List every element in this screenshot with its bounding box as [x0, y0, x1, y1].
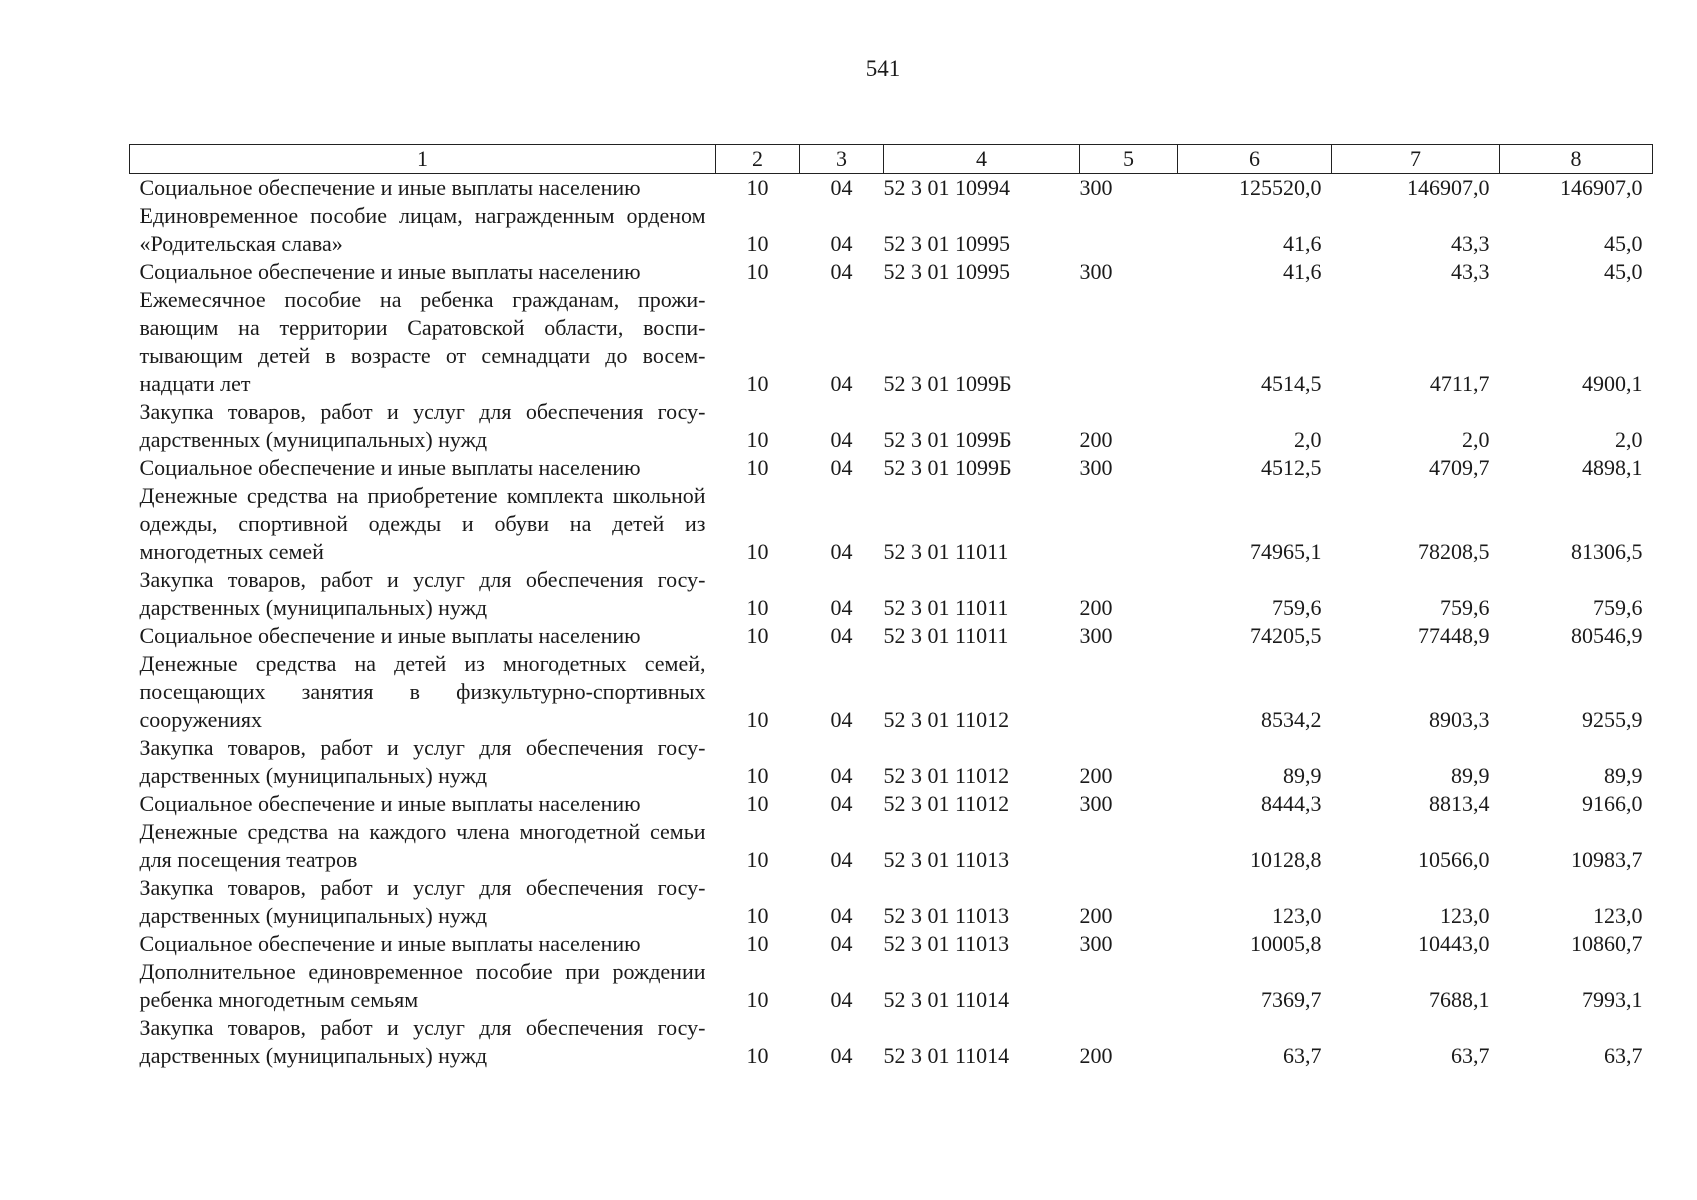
target-article-code: 52 3 01 11014: [883, 987, 1010, 1012]
row-description: Дополнительное единовременное пособие при рождении ребенка многодетным семьям: [139, 959, 706, 1012]
table-row: [130, 286, 1653, 398]
amount-col-8: 7993,1: [1582, 987, 1643, 1012]
expense-type-code: [1080, 286, 1178, 398]
budget-table: [129, 144, 1653, 1070]
amount-col-6: 89,9: [1283, 763, 1322, 788]
row-description: Денежные средства на каждого члена многодетной семьи для посещения театров: [139, 819, 706, 872]
amount-col-8: 10983,7: [1571, 847, 1643, 872]
expense-type-code: 300: [1079, 791, 1113, 816]
amount-col-6: 2,0: [1294, 427, 1322, 452]
table-row: [130, 650, 1653, 734]
amount-col-7: 4711,7: [1429, 371, 1490, 396]
section-code: 10: [746, 847, 769, 872]
subsection-code: 04: [830, 763, 853, 788]
amount-col-6: 10128,8: [1250, 847, 1322, 872]
row-description: Денежные средства на детей из многодетных семей, посещающих занятия в физкультурно-спортивных сооружениях: [139, 651, 706, 732]
amount-col-7: 2,0: [1462, 427, 1490, 452]
subsection-code: 04: [830, 903, 853, 928]
table-row: [130, 454, 1653, 482]
amount-col-8: 123,0: [1593, 903, 1643, 928]
table-row: [130, 622, 1653, 650]
table-row: [130, 566, 1653, 622]
subsection-code: 04: [830, 175, 853, 200]
amount-col-7: 89,9: [1451, 763, 1490, 788]
expense-type-code: [1080, 482, 1178, 566]
target-article-code: 52 3 01 1099Б: [883, 371, 1012, 396]
target-article-code: 52 3 01 11013: [883, 847, 1010, 872]
target-article-code: 52 3 01 11012: [883, 707, 1010, 732]
amount-col-7: 43,3: [1451, 231, 1490, 256]
subsection-code: 04: [830, 987, 853, 1012]
amount-col-8: 63,7: [1604, 1043, 1643, 1068]
subsection-code: 04: [830, 595, 853, 620]
target-article-code: 52 3 01 11013: [883, 931, 1010, 956]
expense-type-code: 200: [1079, 595, 1113, 620]
expense-type-code: 300: [1079, 623, 1113, 648]
table-row: [130, 958, 1653, 1014]
header-col-3: 3: [800, 145, 884, 174]
section-code: 10: [746, 539, 769, 564]
section-code: 10: [746, 455, 769, 480]
amount-col-6: 7369,7: [1261, 987, 1322, 1012]
section-code: 10: [746, 231, 769, 256]
subsection-code: 04: [830, 847, 853, 872]
section-code: 10: [746, 623, 769, 648]
amount-col-6: 4514,5: [1261, 371, 1322, 396]
row-description: Закупка товаров, работ и услуг для обеспечения государственных (муниципальных) нужд: [139, 1015, 706, 1068]
target-article-code: 52 3 01 10995: [883, 259, 1010, 284]
amount-col-6: 123,0: [1272, 903, 1322, 928]
expense-type-code: 200: [1079, 427, 1113, 452]
amount-col-8: 4898,1: [1582, 455, 1643, 480]
table-row: [130, 790, 1653, 818]
header-col-8: 8: [1500, 145, 1653, 174]
amount-col-7: 43,3: [1451, 259, 1490, 284]
row-description: Социальное обеспечение и иные выплаты населению: [139, 623, 641, 648]
subsection-code: 04: [830, 371, 853, 396]
header-col-6: 6: [1178, 145, 1332, 174]
target-article-code: 52 3 01 11013: [883, 903, 1010, 928]
amount-col-8: 80546,9: [1571, 623, 1643, 648]
row-description: Закупка товаров, работ и услуг для обеспечения государственных (муниципальных) нужд: [139, 399, 706, 452]
subsection-code: 04: [830, 455, 853, 480]
amount-col-7: 146907,0: [1407, 175, 1490, 200]
amount-col-8: 146907,0: [1560, 175, 1643, 200]
header-col-4: 4: [884, 145, 1080, 174]
row-description: Закупка товаров, работ и услуг для обеспечения государственных (муниципальных) нужд: [139, 875, 706, 928]
section-code: 10: [746, 1043, 769, 1068]
target-article-code: 52 3 01 11012: [883, 791, 1010, 816]
section-code: 10: [746, 427, 769, 452]
amount-col-8: 45,0: [1604, 231, 1643, 256]
expense-type-code: 300: [1079, 259, 1113, 284]
target-article-code: 52 3 01 10995: [883, 231, 1010, 256]
table-row: [130, 1014, 1653, 1070]
section-code: 10: [746, 931, 769, 956]
table-row: [130, 482, 1653, 566]
table-row: [130, 202, 1653, 258]
table-row: [130, 258, 1653, 286]
target-article-code: 52 3 01 10994: [883, 175, 1010, 200]
table-row: [130, 874, 1653, 930]
header-col-7: 7: [1332, 145, 1500, 174]
expense-type-code: [1080, 202, 1178, 258]
expense-type-code: 200: [1079, 763, 1113, 788]
row-description: Закупка товаров, работ и услуг для обеспечения государственных (муниципальных) нужд: [139, 735, 706, 788]
page-number: 541: [865, 56, 901, 81]
table-body: [130, 174, 1653, 1071]
section-code: 10: [746, 371, 769, 396]
subsection-code: 04: [830, 427, 853, 452]
row-description: Социальное обеспечение и иные выплаты населению: [139, 259, 641, 284]
header-col-5: 5: [1080, 145, 1178, 174]
section-code: 10: [746, 175, 769, 200]
target-article-code: 52 3 01 1099Б: [883, 427, 1012, 452]
amount-col-6: 41,6: [1283, 259, 1322, 284]
subsection-code: 04: [830, 1043, 853, 1068]
amount-col-7: 77448,9: [1418, 623, 1490, 648]
subsection-code: 04: [830, 259, 853, 284]
amount-col-7: 4709,7: [1429, 455, 1490, 480]
expense-type-code: [1080, 818, 1178, 874]
amount-col-6: 74965,1: [1250, 539, 1322, 564]
amount-col-8: 4900,1: [1582, 371, 1643, 396]
amount-col-6: 8444,3: [1261, 791, 1322, 816]
section-code: 10: [746, 259, 769, 284]
subsection-code: 04: [830, 931, 853, 956]
table-row: [130, 818, 1653, 874]
amount-col-8: 9255,9: [1582, 707, 1643, 732]
header-col-1: 1: [130, 145, 716, 174]
amount-col-7: 7688,1: [1429, 987, 1490, 1012]
row-description: Социальное обеспечение и иные выплаты населению: [139, 455, 641, 480]
expense-type-code: 200: [1079, 1043, 1113, 1068]
row-description: Закупка товаров, работ и услуг для обеспечения государственных (муниципальных) нужд: [139, 567, 706, 620]
amount-col-8: 89,9: [1604, 763, 1643, 788]
subsection-code: 04: [830, 791, 853, 816]
table-row: [130, 398, 1653, 454]
amount-col-6: 8534,2: [1261, 707, 1322, 732]
row-description: Социальное обеспечение и иные выплаты населению: [139, 175, 641, 200]
section-code: 10: [746, 763, 769, 788]
target-article-code: 52 3 01 1099Б: [883, 455, 1012, 480]
table-row: [130, 174, 1653, 203]
amount-col-8: 81306,5: [1571, 539, 1643, 564]
amount-col-7: 8903,3: [1429, 707, 1490, 732]
subsection-code: 04: [830, 623, 853, 648]
expense-type-code: [1080, 650, 1178, 734]
amount-col-6: 63,7: [1283, 1043, 1322, 1068]
subsection-code: 04: [830, 707, 853, 732]
expense-type-code: [1080, 958, 1178, 1014]
target-article-code: 52 3 01 11011: [883, 623, 1009, 648]
row-description: Социальное обеспечение и иные выплаты населению: [139, 791, 641, 816]
subsection-code: 04: [830, 539, 853, 564]
expense-type-code: 300: [1079, 931, 1113, 956]
section-code: 10: [746, 987, 769, 1012]
amount-col-6: 41,6: [1283, 231, 1322, 256]
table-header-row: [130, 145, 1653, 174]
table-row: [130, 930, 1653, 958]
amount-col-7: 63,7: [1451, 1043, 1490, 1068]
section-code: 10: [746, 791, 769, 816]
amount-col-8: 2,0: [1615, 427, 1643, 452]
amount-col-7: 78208,5: [1418, 539, 1490, 564]
amount-col-8: 10860,7: [1571, 931, 1643, 956]
amount-col-7: 10443,0: [1418, 931, 1490, 956]
amount-col-6: 74205,5: [1250, 623, 1322, 648]
section-code: 10: [746, 595, 769, 620]
amount-col-6: 10005,8: [1250, 931, 1322, 956]
expense-type-code: 300: [1079, 455, 1113, 480]
row-description: Единовременное пособие лицам, награжденным орденом «Родительская слава»: [139, 203, 706, 256]
amount-col-6: 759,6: [1272, 595, 1322, 620]
amount-col-8: 759,6: [1593, 595, 1643, 620]
header-col-2: 2: [716, 145, 800, 174]
target-article-code: 52 3 01 11011: [883, 539, 1009, 564]
subsection-code: 04: [830, 231, 853, 256]
expense-type-code: 200: [1079, 903, 1113, 928]
row-description: Ежемесячное пособие на ребенка гражданам, проживающим на территории Саратовской области, воспитывающим детей в возрасте от семнадцати до восемнадцати лет: [139, 287, 706, 396]
section-code: 10: [746, 903, 769, 928]
table-row: [130, 734, 1653, 790]
section-code: 10: [746, 707, 769, 732]
amount-col-6: 125520,0: [1239, 175, 1322, 200]
amount-col-8: 9166,0: [1582, 791, 1643, 816]
amount-col-7: 8813,4: [1429, 791, 1490, 816]
amount-col-7: 759,6: [1440, 595, 1490, 620]
target-article-code: 52 3 01 11014: [883, 1043, 1010, 1068]
target-article-code: 52 3 01 11011: [883, 595, 1009, 620]
expense-type-code: 300: [1079, 175, 1113, 200]
target-article-code: 52 3 01 11012: [883, 763, 1010, 788]
row-description: Социальное обеспечение и иные выплаты населению: [139, 931, 641, 956]
amount-col-8: 45,0: [1604, 259, 1643, 284]
amount-col-6: 4512,5: [1261, 455, 1322, 480]
amount-col-7: 123,0: [1440, 903, 1490, 928]
amount-col-7: 10566,0: [1418, 847, 1490, 872]
row-description: Денежные средства на приобретение комплекта школьной одежды, спортивной одежды и обуви на детей из многодетных семей: [139, 483, 706, 564]
